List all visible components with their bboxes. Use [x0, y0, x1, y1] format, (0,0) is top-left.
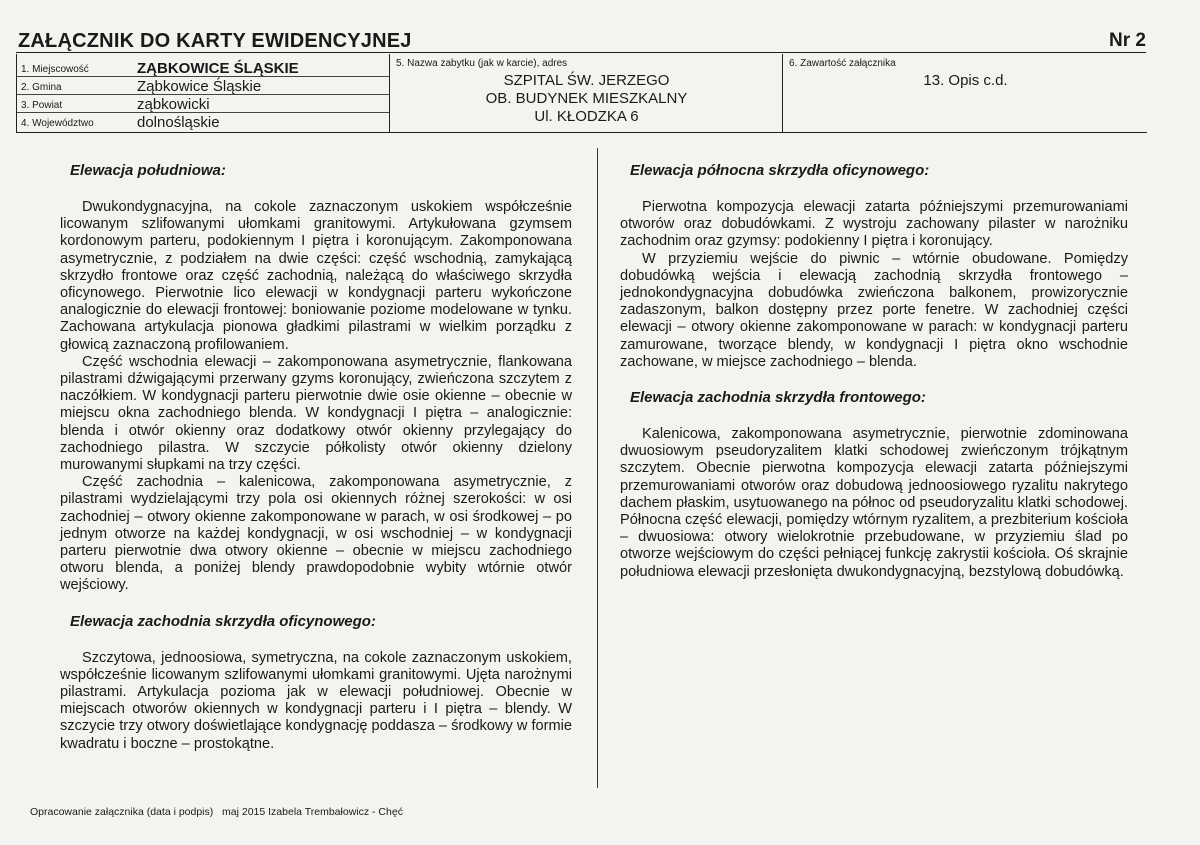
- title-rule: [16, 52, 1146, 53]
- document-title: ZAŁĄCZNIK DO KARTY EWIDENCYJNEJ: [18, 30, 412, 52]
- content-label: 6. Zawartość załącznika: [789, 58, 896, 69]
- section-heading: Elewacja zachodnia skrzydła oficynowego:: [70, 612, 376, 630]
- location-value: Ząbkowice Śląskie: [137, 78, 262, 95]
- column-divider: [597, 148, 598, 788]
- content-cell: [782, 54, 1148, 132]
- footer-value: maj 2015 Izabela Trembałowicz - Chęć: [222, 806, 403, 818]
- right-column: [620, 160, 1128, 581]
- paragraph: Część zachodnia – kalenicowa, zakomponowana asymetrycznie, z pilastrami wydzielającymi trzy pola osi okiennych różnej szerokości: w osi zachodniej – otwory okienne zakomponowane w parach, w osi środkowej – po jednym otworze na każdej kondygnacji, w osi wschodniej – w kondygnacji parteru pierwotnie dwa otwory okienne – obecnie w miejscu zachodniego otworu blenda, a poniżej blendy prawdopodobnie wybity wtórnie otwór wejściowy.: [60, 474, 572, 594]
- location-row-wojewodztwo: [17, 112, 389, 130]
- paragraph: Pierwotna kompozycja elewacji zatarta późniejszymi przemurowaniami otworów oraz dobudówkami. Z wystroju zachowany pilaster w narożniku zachodnim oraz gzymsy: podokienny I piętra i koronujący.: [620, 199, 1128, 250]
- location-row-gmina: [17, 76, 389, 94]
- location-label: 4. Województwo: [21, 118, 94, 129]
- paragraph: Szczytowa, jednoosiowa, symetryczna, na cokole zaznaczonym uskokiem, współcześnie licowanym szlifowanymi ułomkami granitowymi. Ujęta narożnymi pilastrami. Artykulacja pozioma jak w elewacji południowej. Obecnie w miejscach otworów okiennych w kondygnacji parteru i I piętra – blendy. W szczycie trzy otwory doświetlające kondygnację poddasza – środkowy w formie kwadratu i boczne – prostokątne.: [60, 649, 572, 752]
- monument-address: Ul. KŁODZKA 6: [534, 108, 639, 125]
- paragraph: Kalenicowa, zakomponowana asymetrycznie, pierwotnie zdominowana dwuosiowym pseudoryzalitem klatki schodowej zwieńczonym trójkątnym szczytem. Obecnie pierwotna kompozycja elewacji zatarta późniejszymi przemurowaniami otworów oraz dobudową jednoosiowego ryzalitu nakrytego dachem płaskim, usytuowanego na północ od pseudoryzalitu klatki schodowej. Północna część elewacji, pomiędzy wtórnym ryzalitem, a prezbiterium kościoła – dwuosiowa: otwory wielokrotnie przebudowane, w przyziemiu ślad po otworze wejściowym do części pełniącej funkcję zakrystii kościoła. Oś skrajnie południowa elewacji przesłonięta dwukondygnacyjną, bezstylową dobudówką.: [620, 426, 1128, 580]
- location-row-miejscowosc: [17, 58, 389, 76]
- document-number: Nr 2: [1109, 30, 1146, 51]
- location-cell: [17, 54, 389, 132]
- location-label: 3. Powiat: [21, 100, 63, 111]
- monument-name: SZPITAL ŚW. JERZEGO: [503, 72, 670, 89]
- paragraph: Część wschodnia elewacji – zakomponowana asymetrycznie, flankowana pilastrami dźwigającymi przerwany gzyms koronujący, zwieńczona szczytem z naczółkiem. W kondygnacji parteru pierwotnie dwie osie okienne – obecnie w miejscu okna zachodniego blenda. W kondygnacji I piętra – analogicznie: blenda i otwór okienny oraz dodatkowy otwór okienny przylegający do zachodniego pilastra. W szczycie półkolisty otwór okienny dzielony murowanymi słupkami na trzy części.: [60, 353, 572, 474]
- content-value: 13. Opis c.d.: [923, 72, 1008, 89]
- section-heading: Elewacja północna skrzydła oficynowego:: [630, 162, 930, 179]
- section-heading: Elewacja zachodnia skrzydła frontowego:: [630, 389, 926, 407]
- left-column: [60, 160, 572, 753]
- paragraph: W przyziemiu wejście do piwnic – wtórnie obudowane. Pomiędzy dobudówką wejścia i elewacją zachodnią skrzydła frontowego – jednokondygnacyjna dobudówka zwieńczona balkonem, prowizorycznie zadaszonym, balkon dostępny przez porte fenetre. W zachodniej części elewacji – otwory okienne zakomponowane w parach: w kondygnacji parteru zamurowane, tworzące blendy, w kondygnacji I piętra okno wschodnie zachowane, w miejsce zachodniego – blenda.: [620, 250, 1128, 370]
- location-label: 2. Gmina: [21, 82, 62, 93]
- section-heading: Elewacja południowa:: [70, 162, 226, 179]
- paragraph: Dwukondygnacyjna, na cokole zaznaczonym uskokiem współcześnie licowanym szlifowanymi ułomkami granitowymi. Artykułowana gzymsem kordonowym parteru, podokiennym I piętra i koronującym. Zakomponowana asymetrycznie, z podziałem na dwie części: część wschodnią, zamykającą skrzydło frontowe oraz część zachodnią, należącą do właściwego skrzydła oficynowego. Pierwotnie lico elewacji w kondygnacji parteru wykończone analogicznie do elewacji frontowej: boniowanie poziome modelowane w tynku. Zachowana artykulacja pionowa gładkimi pilastrami w wielkim porządku z głowicą zaznaczoną profilowaniem.: [60, 199, 572, 353]
- location-row-powiat: [17, 94, 389, 112]
- monument-label: 5. Nazwa zabytku (jak w karcie), adres: [396, 58, 568, 69]
- header-table: [16, 54, 1147, 133]
- location-label: 1. Miejscowość: [21, 64, 89, 75]
- footer: [30, 806, 403, 818]
- location-value: dolnośląskie: [137, 114, 220, 131]
- monument-cell: [389, 54, 783, 132]
- location-value: ząbkowicki: [137, 96, 210, 113]
- footer-label: Opracowanie załącznika (data i podpis): [30, 806, 214, 818]
- location-value: ZĄBKOWICE ŚLĄSKIE: [137, 60, 299, 77]
- monument-building: OB. BUDYNEK MIESZKALNY: [485, 90, 688, 107]
